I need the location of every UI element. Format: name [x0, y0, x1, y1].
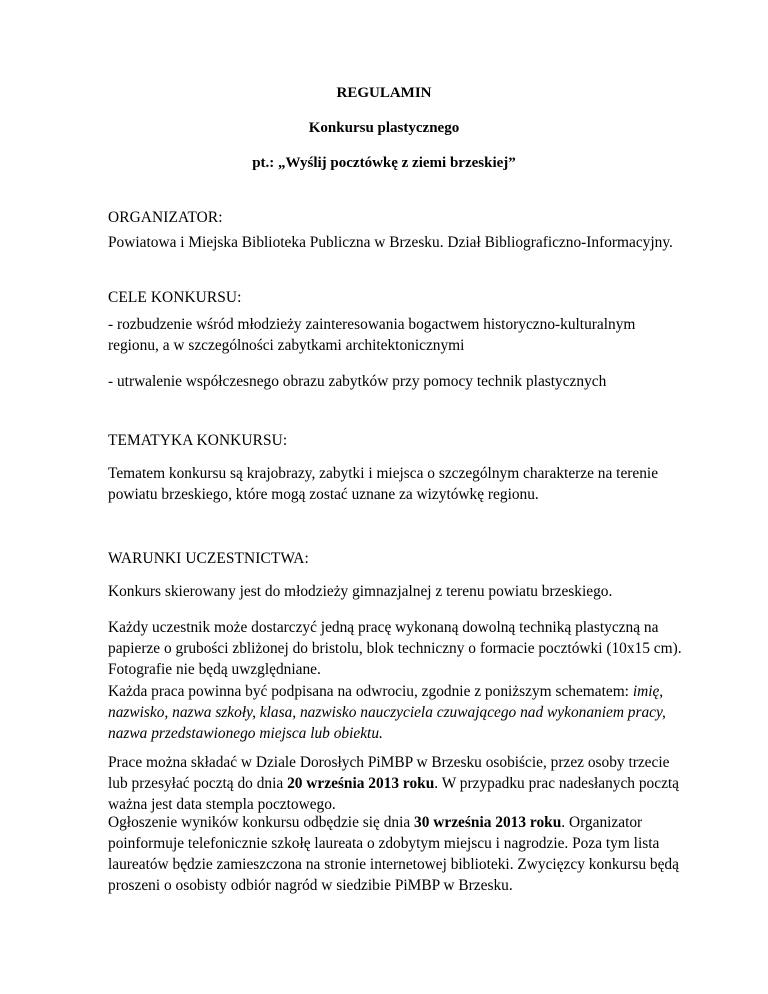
conditions-paragraph-4-b: . W przypadku prac nadesłanych pocztą ważna jest data stempla pocztowego. [108, 775, 680, 813]
conditions-paragraph-3-schema: imię, nazwisko, nazwa szkoły, klasa, nazwisko nauczyciela czuwającego nad wykonaniem pracy, nazwa przedstawionego miejsca lub obiektu. [108, 683, 666, 742]
conditions-paragraph-2: Każdy uczestnik może dostarczyć jedną pracę wykonaną dowolną techniką plastyczną na papierze o grubości zbliżonej do bristolu, blok techniczny o formacie pocztówki (10x15 cm). Fotografie nie będą uwzględniane. [108, 619, 682, 678]
conditions-paragraph-3-lead: Każda praca powinna być podpisana na odwrociu, zgodnie z poniższym schematem: [108, 683, 633, 700]
organizer-text: Powiatowa i Miejska Biblioteka Publiczna w Brzesku. Dział Bibliograficzno-Informacyjny. [108, 234, 673, 251]
organizer-heading: ORGANIZATOR: [108, 209, 223, 226]
document-name: pt.: „Wyślij pocztówkę z ziemi brzeskiej” [252, 155, 516, 171]
conditions-paragraph-5-a: Ogłoszenie wyników konkursu odbędzie się dnia [108, 814, 415, 831]
conditions-paragraph-1: Konkurs skierowany jest do młodzieży gimnazjalnej z terenu powiatu brzeskiego. [108, 583, 613, 600]
goals-heading: CELE KONKURSU: [108, 289, 242, 306]
theme-text: Tematem konkursu są krajobrazy, zabytki i miejsca o szczególnym charakterze na terenie powiatu brzeskiego, które mogą zostać uznane za wizytówkę regionu. [108, 465, 659, 503]
conditions-heading: WARUNKI UCZESTNICTWA: [108, 550, 309, 567]
document-subtitle: Konkursu plastycznego [308, 120, 460, 136]
conditions-paragraph-4-a: Prace można składać w Dziale Dorosłych PiMBP w Brzesku osobiście, przez osoby trzecie lub przesyłać pocztą do dnia [108, 754, 670, 792]
conditions-paragraph-5 [108, 812, 683, 896]
results-date: 30 września 2013 roku [414, 814, 562, 831]
theme-heading: TEMATYKA KONKURSU: [108, 432, 288, 449]
conditions-paragraph-3 [108, 681, 683, 744]
document-title: REGULAMIN [336, 85, 432, 101]
conditions-paragraph-5-b: . Organizator poinformuje telefonicznie szkołę laureata o zdobytym miejscu i nagrodzie. Poza tym lista laureatów będzie zamieszczona na stronie internetowej biblioteki. Zwycięzcy konkursu będą proszeni o osobisty odbiór nagród w siedzibie PiMBP w Brzesku. [108, 814, 679, 894]
submission-deadline: 20 września 2013 roku [287, 775, 435, 792]
goals-item-1: - rozbudzenie wśród młodzieży zainteresowania bogactwem historyczno-kulturalnym regionu, a w szczególności zabytkami architektonicznymi [108, 316, 636, 354]
conditions-paragraph-4 [108, 752, 683, 815]
goals-item-2: - utrwalenie współczesnego obrazu zabytków przy pomocy technik plastycznych [108, 373, 607, 390]
